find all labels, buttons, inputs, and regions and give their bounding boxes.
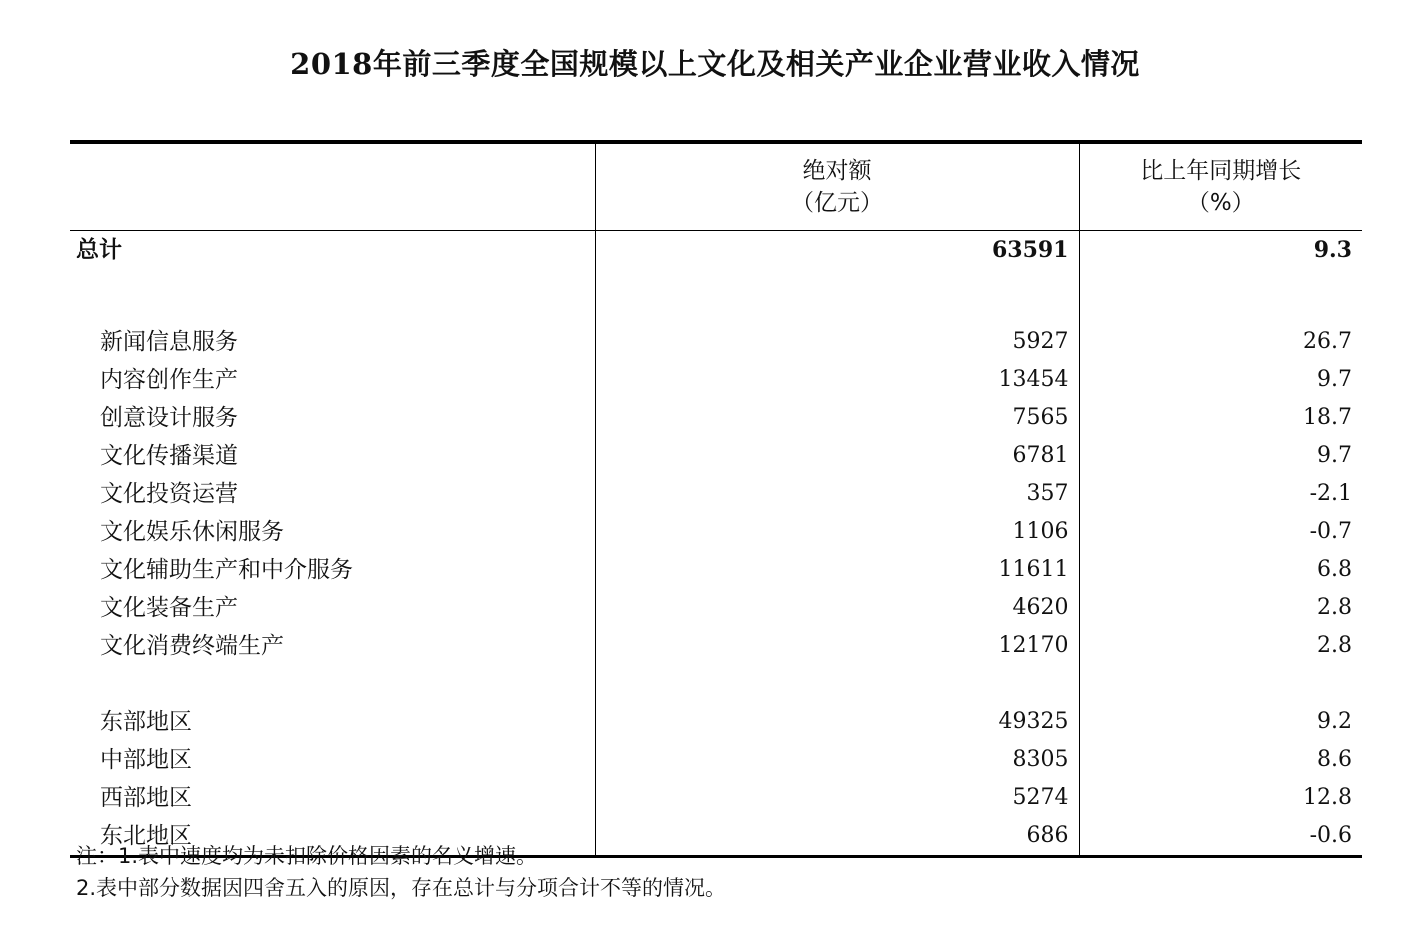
note-line-2: 2.表中部分数据因四舍五入的原因，存在总计与分项合计不等的情况。 — [76, 876, 727, 900]
table-row — [70, 779, 1362, 817]
table-row — [70, 513, 1362, 551]
table-row — [70, 475, 1362, 513]
page-title: 2018年前三季度全国规模以上文化及相关产业企业营业收入情况 — [290, 47, 1140, 81]
table-row-total — [70, 231, 1362, 270]
table-row — [70, 323, 1362, 361]
row-amount: 11611 — [595, 551, 1079, 589]
spacer-cell — [70, 269, 595, 323]
row-amount: 8305 — [595, 741, 1079, 779]
spacer-cell — [1079, 665, 1362, 703]
header-amount-label: 绝对额 — [802, 158, 872, 184]
row-growth: -0.6 — [1079, 817, 1362, 857]
row-label: 西部地区 — [100, 785, 192, 811]
row-label: 创意设计服务 — [100, 405, 238, 431]
row-label: 文化娱乐休闲服务 — [100, 519, 284, 545]
row-amount: 1106 — [595, 513, 1079, 551]
row-amount: 13454 — [595, 361, 1079, 399]
row-growth: -0.7 — [1079, 513, 1362, 551]
row-growth: 9.3 — [1079, 231, 1362, 270]
row-label: 文化装备生产 — [100, 595, 238, 621]
row-label: 内容创作生产 — [100, 367, 238, 393]
row-amount: 5927 — [595, 323, 1079, 361]
table-row — [70, 703, 1362, 741]
header-row — [70, 142, 1362, 231]
row-label: 新闻信息服务 — [100, 329, 238, 355]
table-row — [70, 437, 1362, 475]
table-row — [70, 399, 1362, 437]
row-growth: 9.7 — [1079, 437, 1362, 475]
table-notes — [76, 840, 726, 904]
spacer-cell — [70, 665, 595, 703]
table-row — [70, 741, 1362, 779]
table-body — [70, 231, 1362, 857]
table-row — [70, 589, 1362, 627]
row-growth: 2.8 — [1079, 627, 1362, 665]
row-amount: 4620 — [595, 589, 1079, 627]
row-label: 文化投资运营 — [100, 481, 238, 507]
note-line-1: 注：1.表中速度均为未扣除价格因素的名义增速。 — [76, 844, 538, 868]
table-spacer — [70, 269, 1362, 323]
row-amount: 357 — [595, 475, 1079, 513]
row-label: 中部地区 — [100, 747, 192, 773]
row-growth: 26.7 — [1079, 323, 1362, 361]
header-growth-unit: （%） — [1186, 190, 1255, 216]
row-growth: 9.7 — [1079, 361, 1362, 399]
header-growth — [1079, 142, 1362, 231]
header-category — [70, 142, 595, 231]
row-label: 文化辅助生产和中介服务 — [100, 557, 353, 583]
row-amount: 12170 — [595, 627, 1079, 665]
row-amount: 686 — [595, 817, 1079, 857]
row-label: 东北地区 — [100, 823, 192, 849]
row-amount: 6781 — [595, 437, 1079, 475]
row-growth: 2.8 — [1079, 589, 1362, 627]
row-amount: 63591 — [595, 231, 1079, 270]
spacer-cell — [595, 269, 1079, 323]
row-label: 总计 — [76, 237, 122, 263]
table-header — [70, 142, 1362, 231]
row-growth: 6.8 — [1079, 551, 1362, 589]
table-row — [70, 551, 1362, 589]
row-amount: 49325 — [595, 703, 1079, 741]
row-growth: 8.6 — [1079, 741, 1362, 779]
row-label: 文化传播渠道 — [100, 443, 238, 469]
row-growth: 12.8 — [1079, 779, 1362, 817]
header-growth-label: 比上年同期增长 — [1140, 158, 1302, 184]
table-row — [70, 627, 1362, 665]
revenue-table — [70, 140, 1362, 858]
row-amount: 7565 — [595, 399, 1079, 437]
row-growth: 18.7 — [1079, 399, 1362, 437]
row-label: 文化消费终端生产 — [100, 633, 284, 659]
spacer-cell — [595, 665, 1079, 703]
revenue-table-container — [70, 140, 1362, 858]
header-amount-unit: （亿元） — [791, 190, 883, 216]
table-row — [70, 361, 1362, 399]
row-growth: 9.2 — [1079, 703, 1362, 741]
row-growth: -2.1 — [1079, 475, 1362, 513]
header-amount — [595, 142, 1079, 231]
table-spacer — [70, 665, 1362, 703]
spacer-cell — [1079, 269, 1362, 323]
row-label: 东部地区 — [100, 709, 192, 735]
row-amount: 5274 — [595, 779, 1079, 817]
